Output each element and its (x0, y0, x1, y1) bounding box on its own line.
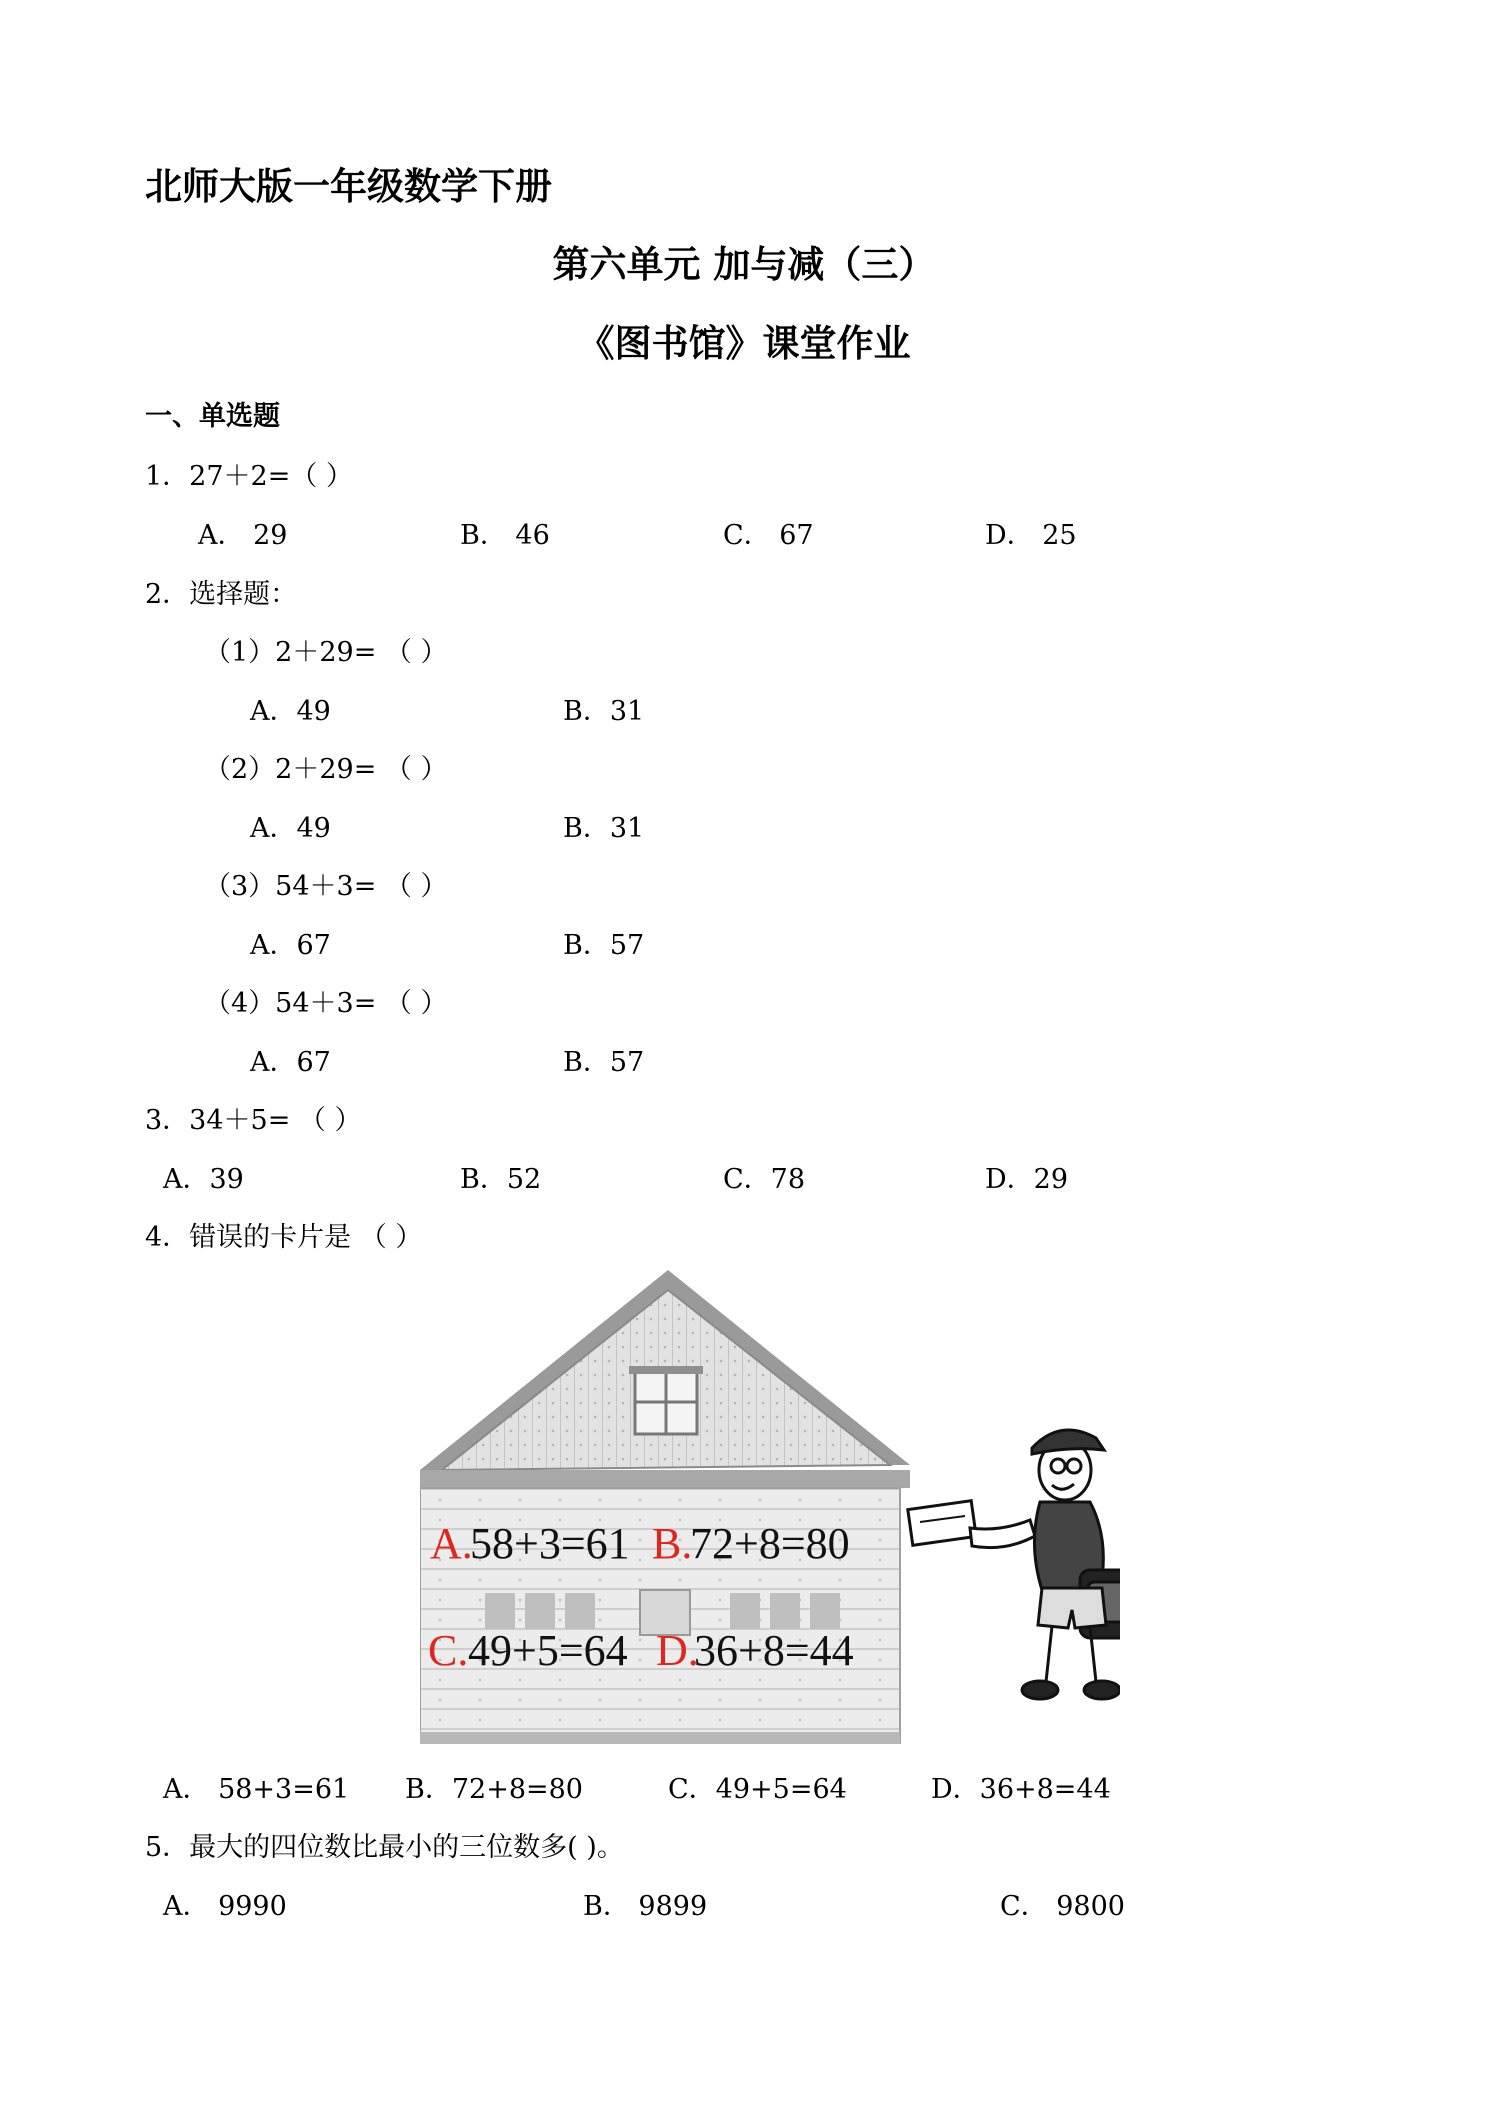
unit-title: 第六单元 加与减（三） (552, 243, 936, 286)
q1-option-a: A． 29 (198, 520, 288, 551)
q2-sub1-option-b: B．31 (563, 696, 645, 727)
q3-option-a: A．39 (163, 1164, 244, 1195)
q2-sub2-option-b: B．31 (563, 813, 645, 844)
card-c-letter: C. (428, 1626, 469, 1675)
library-house-illustration (420, 1270, 1120, 1745)
question-1-stem: 1．27＋2=（ ） (145, 461, 353, 492)
question-5-stem: 5．最大的四位数比最小的三位数多( )。 (145, 1832, 624, 1863)
q2-sub2-option-a: A．49 (250, 813, 331, 844)
card-b-letter: B. (652, 1519, 693, 1568)
q5-option-c: C． 9800 (1000, 1891, 1125, 1922)
q3-option-c: C．78 (723, 1164, 806, 1195)
q4-option-a: A． 58+3=61 (163, 1774, 350, 1805)
q2-sub4-option-b: B．57 (563, 1047, 645, 1078)
question-4-stem: 4．错误的卡片是 （ ） (145, 1222, 423, 1253)
q2-sub1-stem: （1）2＋29= （ ） (204, 637, 448, 668)
card-a-letter: A. (430, 1519, 473, 1568)
question-3-stem: 3．34＋5= （ ） (145, 1105, 362, 1136)
q2-sub3-stem: （3）54＋3= （ ） (204, 871, 448, 902)
q2-sub3-option-b: B．57 (563, 930, 645, 961)
card-b (652, 1519, 850, 1568)
q2-sub3-option-a: A．67 (250, 930, 331, 961)
q2-sub2-stem: （2）2＋29= （ ） (204, 754, 448, 785)
house-wall (420, 1470, 910, 1744)
card-d-letter: D. (656, 1626, 699, 1675)
q4-option-b: B．72+8=80 (405, 1774, 583, 1805)
question-2-stem: 2．选择题： (145, 579, 298, 610)
q1-option-d: D． 25 (985, 520, 1077, 551)
card-a-expr: 58+3=61 (470, 1519, 630, 1568)
q2-sub4-option-a: A．67 (250, 1047, 331, 1078)
q5-option-a: A． 9990 (163, 1891, 287, 1922)
q4-option-d: D．36+8=44 (931, 1774, 1111, 1805)
card-c (428, 1626, 628, 1675)
card-a (430, 1519, 630, 1568)
mail-carrier-figure (908, 1430, 1120, 1699)
document-title: 北师大版一年级数学下册 (145, 165, 552, 208)
card-d (656, 1626, 854, 1675)
lesson-title: 《图书馆》课堂作业 (577, 322, 911, 365)
q3-option-b: B．52 (460, 1164, 542, 1195)
card-c-expr: 49+5=64 (468, 1626, 628, 1675)
q1-option-b: B． 46 (460, 520, 550, 551)
q2-sub1-option-a: A．49 (250, 696, 331, 727)
q3-option-d: D．29 (985, 1164, 1069, 1195)
card-b-expr: 72+8=80 (690, 1519, 850, 1568)
q4-option-c: C．49+5=64 (668, 1774, 847, 1805)
q5-option-b: B． 9899 (583, 1891, 708, 1922)
house-roof (420, 1270, 910, 1470)
q1-option-c: C． 67 (723, 520, 814, 551)
section-heading: 一、单选题 (145, 401, 280, 432)
card-d-expr: 36+8=44 (694, 1626, 854, 1675)
q2-sub4-stem: （4）54＋3= （ ） (204, 988, 448, 1019)
